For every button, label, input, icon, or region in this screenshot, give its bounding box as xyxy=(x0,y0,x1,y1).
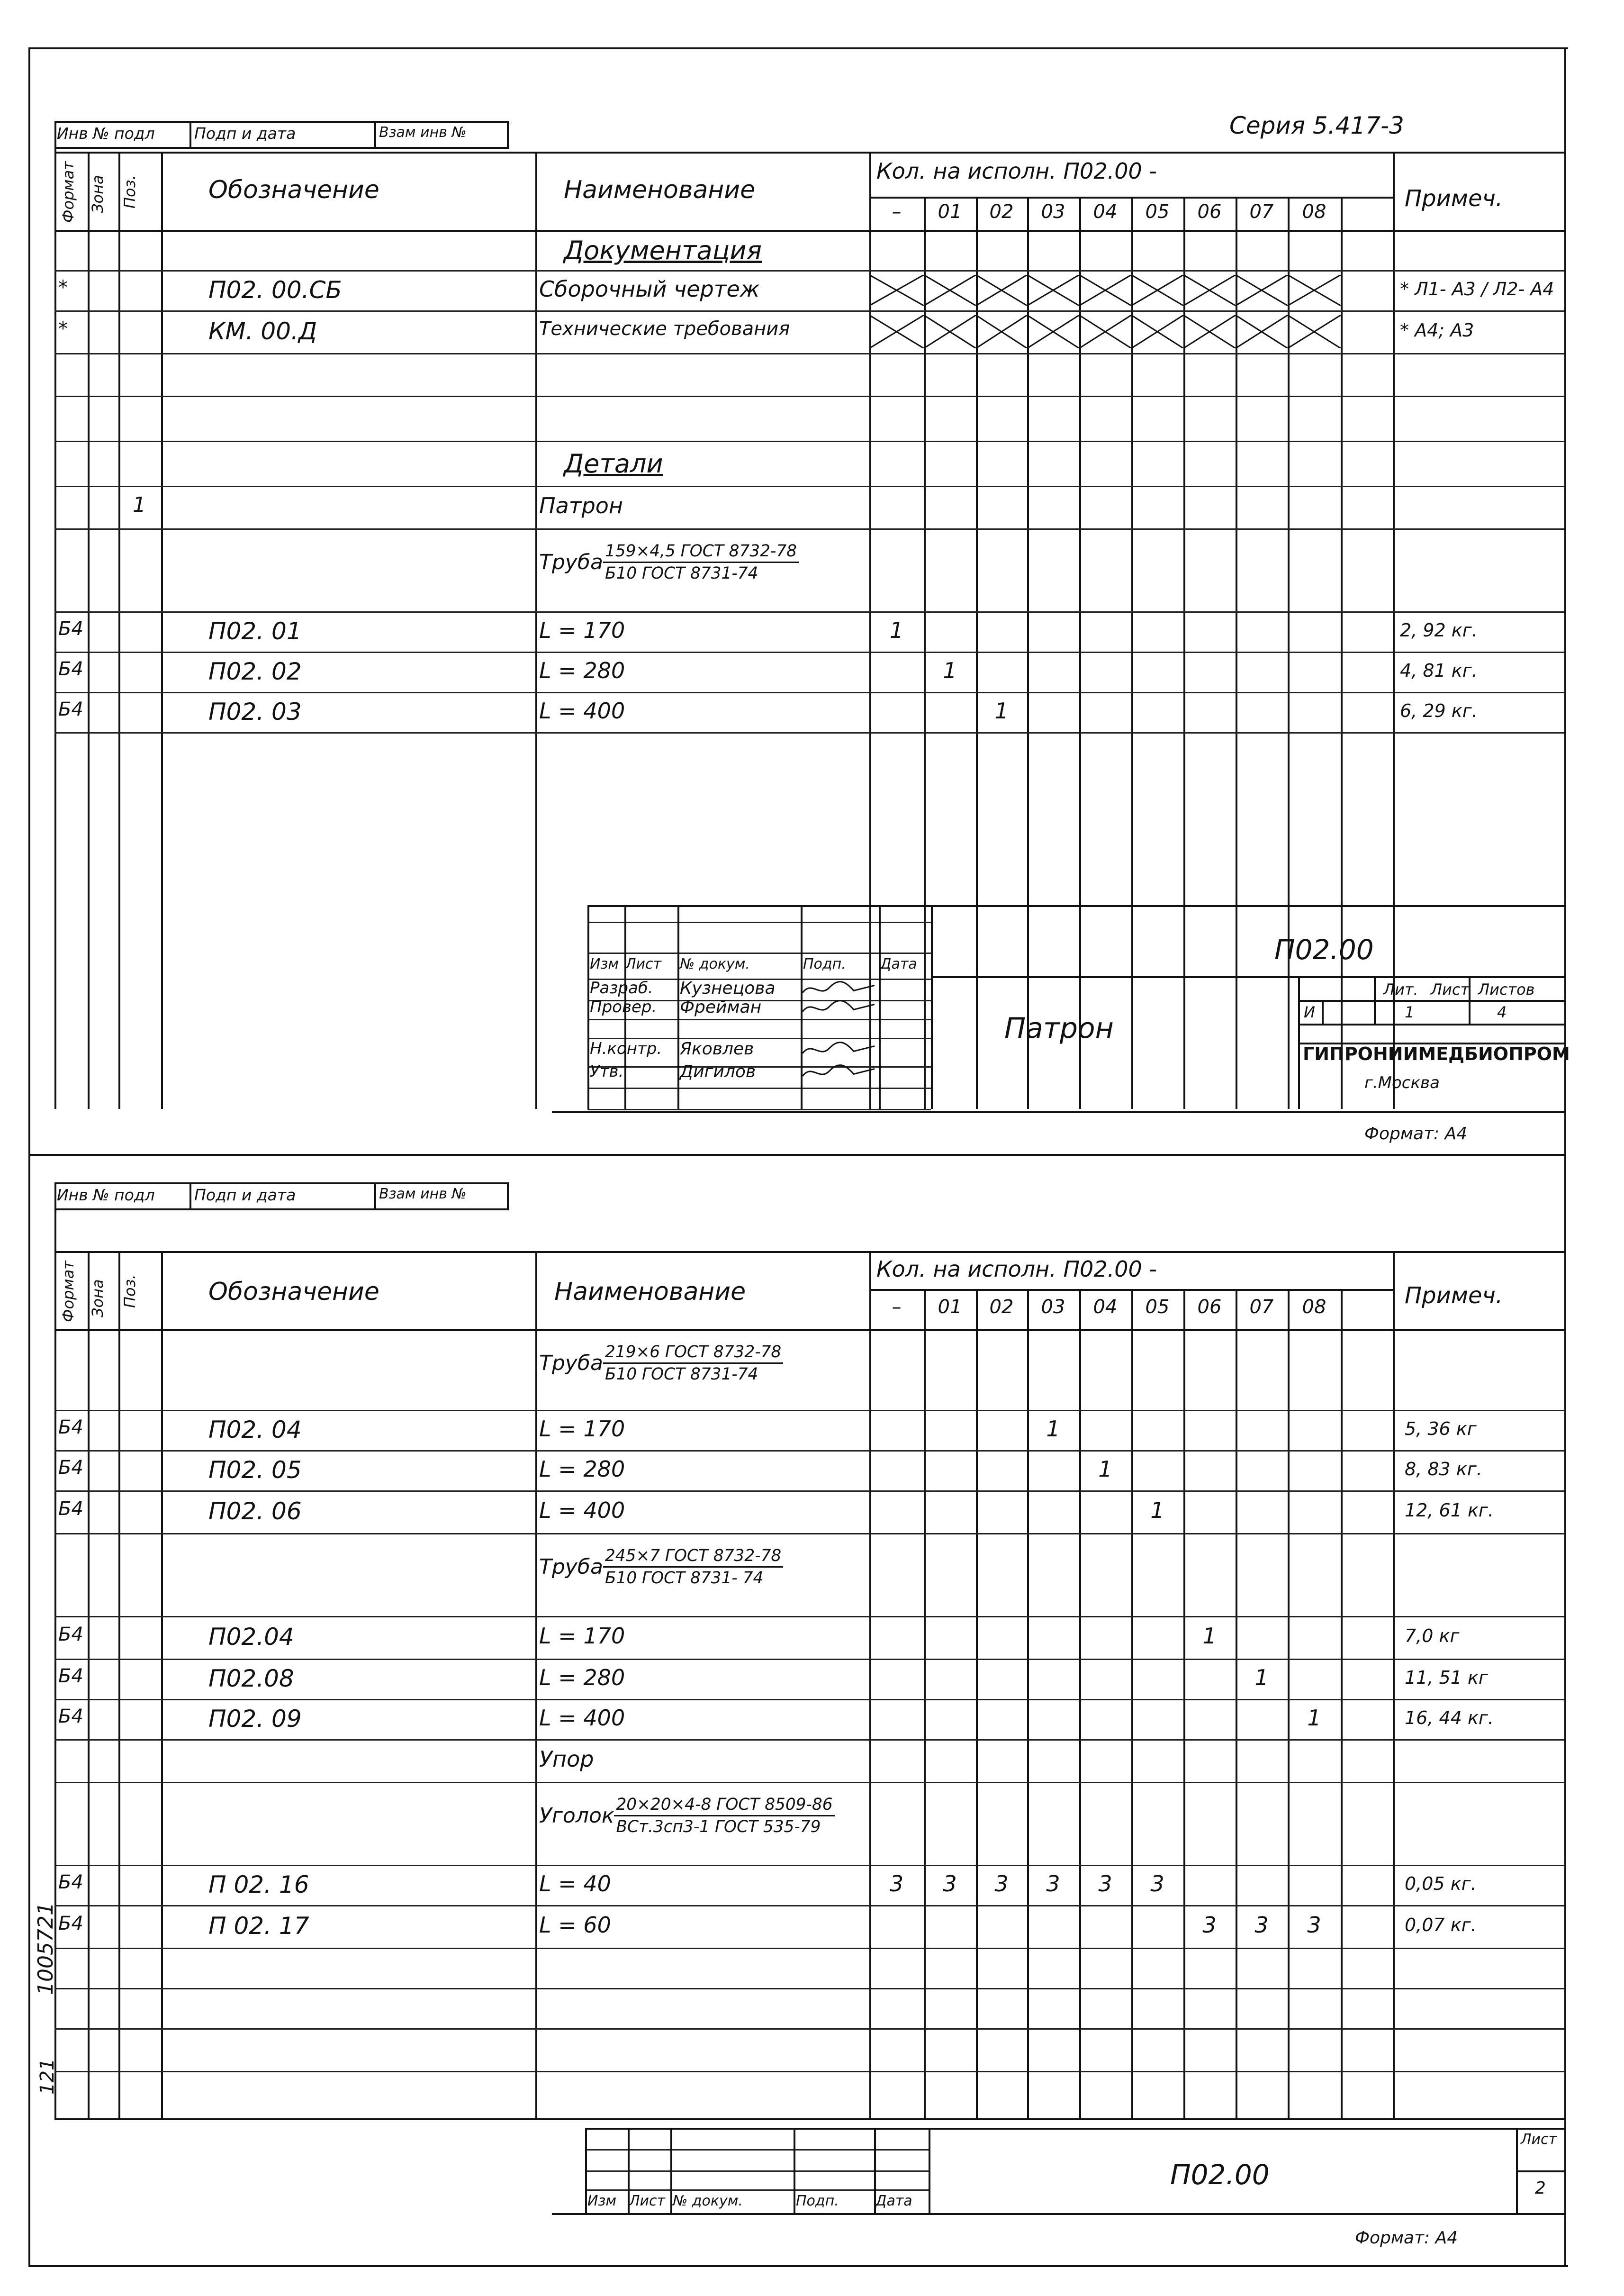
fraction-denominator: Б10 ГОСТ 8731- 74 xyxy=(604,1569,764,1588)
left-stamp: 1005721 xyxy=(34,1902,58,1995)
rule-line xyxy=(1341,1289,1343,2118)
rule-line xyxy=(587,905,589,1109)
crossed-cell xyxy=(869,275,924,306)
rule-line xyxy=(1298,976,1300,1109)
row2-oboz: П02. 06 xyxy=(208,1497,302,1525)
fraction-prefix: Труба xyxy=(539,1351,603,1375)
hdr-kol: Кол. на исполн. П02.00 - xyxy=(876,158,1157,184)
hdr-format: Формат xyxy=(59,161,77,223)
row2-format: Б4 xyxy=(58,1665,83,1687)
crossed-cell xyxy=(1027,275,1079,306)
tb2-sheet: 2 xyxy=(1535,2178,1546,2198)
row2-qty: 3 xyxy=(1046,1870,1060,1897)
fraction-stack xyxy=(603,1343,783,1384)
tb1-hdr-4: Дата xyxy=(880,956,917,972)
row2-oboz: П02.08 xyxy=(208,1664,294,1692)
fraction-numerator: 219×6 ГОСТ 8732-78 xyxy=(603,1343,783,1364)
tb1-person: Дигилов xyxy=(680,1062,756,1081)
tb1-role: Н.контр. xyxy=(590,1039,662,1058)
fraction-prefix: Труба xyxy=(539,1555,603,1579)
row2-oboz: П 02. 16 xyxy=(208,1870,309,1898)
fraction-numerator: 245×7 ГОСТ 8732-78 xyxy=(603,1546,783,1568)
row2-prim: 0,05 кг. xyxy=(1405,1873,1477,1894)
sheet2-row-line xyxy=(54,1490,1564,1492)
row-oboz: П02. 02 xyxy=(208,657,302,685)
sheet2-table-bottom xyxy=(54,2118,1564,2120)
tb1-sheets: 4 xyxy=(1497,1003,1507,1021)
row2-prim: 11, 51 кг xyxy=(1405,1667,1488,1688)
rule-line xyxy=(1183,1289,1185,2118)
hdr2-col-7: 07 xyxy=(1249,1296,1274,1318)
row2-prim: 7,0 кг xyxy=(1405,1625,1460,1646)
row2-format: Б4 xyxy=(58,1624,83,1645)
side-box-top xyxy=(54,121,509,123)
row2-oboz: П02.04 xyxy=(208,1623,294,1651)
row2-prim: 0,07 кг. xyxy=(1405,1915,1477,1935)
sheet1-row-line xyxy=(54,528,1564,530)
hdr2-col-0: – xyxy=(892,1296,902,1318)
tb1-person: Кузнецова xyxy=(680,979,776,998)
hdr2-poz: Поз. xyxy=(121,1274,139,1308)
section-heading: Детали xyxy=(564,448,663,479)
tb2-sheet-label: Лист xyxy=(1521,2131,1557,2148)
crossed-cell xyxy=(1131,315,1183,348)
hdr2-col-4: 04 xyxy=(1093,1296,1118,1318)
page-border-top xyxy=(28,47,1568,49)
row-prim: * А4; А3 xyxy=(1400,320,1474,341)
sheet-divider xyxy=(28,1154,1564,1156)
crossed-cell xyxy=(1236,315,1288,348)
tb1-city: г.Москва xyxy=(1364,1073,1440,1092)
tb1-sheet: 1 xyxy=(1405,1003,1415,1021)
row-oboz: П02. 01 xyxy=(208,617,302,645)
fraction-denominator: ВСт.3сп3-1 ГОСТ 535-79 xyxy=(616,1817,821,1836)
rule-line xyxy=(931,905,933,1109)
rule-line xyxy=(374,121,376,147)
row2-naim: L = 170 xyxy=(539,1416,625,1442)
row-qty: 1 xyxy=(943,657,957,683)
rule-line xyxy=(1027,1289,1029,2118)
tb1-sheets-label: Листов xyxy=(1478,980,1535,998)
rule-line xyxy=(976,1289,978,2118)
hdr-oboz: Обозначение xyxy=(208,176,379,204)
rule-line xyxy=(88,152,90,1109)
tb1-designation: П02.00 xyxy=(1274,934,1374,966)
row2-qty: 3 xyxy=(1202,1912,1217,1938)
sheet2-row-line xyxy=(54,1782,1564,1783)
sheet2-empty-row xyxy=(54,1988,1564,1989)
hdr-zona: Зона xyxy=(89,175,107,213)
tb2-hdr-2: № докум. xyxy=(673,2193,743,2209)
sheet1-row-line xyxy=(54,270,1564,272)
fraction-stack xyxy=(603,542,799,583)
crossed-cell xyxy=(1027,315,1079,348)
sheet2-row-line xyxy=(54,1533,1564,1534)
tb1-signature xyxy=(801,978,876,999)
tb1-hdr-3: Подп. xyxy=(803,956,846,972)
hdr2-col-8: 08 xyxy=(1302,1296,1326,1318)
rule-line xyxy=(924,1289,926,2118)
hdr-col-7: 07 xyxy=(1249,201,1274,223)
crossed-cell xyxy=(1183,275,1236,306)
rule-line xyxy=(670,2128,672,2213)
crossed-cell xyxy=(924,275,976,306)
rule-line xyxy=(189,121,191,147)
rule-line xyxy=(929,2128,930,2213)
tb1-signature xyxy=(801,1062,876,1082)
row-prim: 6, 29 кг. xyxy=(1400,700,1478,721)
tb2-hdr-0: Изм xyxy=(587,2193,617,2209)
tb1-row-line xyxy=(587,1109,931,1110)
tb2-designation: П02.00 xyxy=(1170,2159,1270,2191)
label-podp-data: Подп и дата xyxy=(194,124,296,143)
rule-line xyxy=(1236,1289,1237,2118)
row2-prim: 12, 61 кг. xyxy=(1405,1500,1494,1521)
rule-line xyxy=(677,905,679,1109)
row-prim: 2, 92 кг. xyxy=(1400,619,1478,641)
sheet2-row-line xyxy=(54,1699,1564,1700)
tb1-hdr-2: № докум. xyxy=(680,956,750,972)
hdr-col-6: 06 xyxy=(1197,201,1222,223)
rule-line xyxy=(1374,976,1376,1024)
crossed-cell xyxy=(1288,275,1341,306)
hdr2-col-1: 01 xyxy=(938,1296,962,1318)
tb2-hdr-3: Подп. xyxy=(796,2193,839,2209)
tb2-row2 xyxy=(585,2170,929,2172)
rule-line xyxy=(1131,1289,1133,2118)
hdr-col-2: 02 xyxy=(989,201,1014,223)
sheet2-empty-row xyxy=(54,2071,1564,2072)
hdr2-zona: Зона xyxy=(89,1279,107,1317)
label2-vzam-inv: Взам инв № xyxy=(379,1186,467,1202)
crossed-cell xyxy=(869,315,924,348)
fraction-numerator: 159×4,5 ГОСТ 8732-78 xyxy=(603,542,799,563)
rule-line xyxy=(1322,1000,1324,1024)
row2-qty: 1 xyxy=(1307,1705,1321,1731)
tb2-sheet-line xyxy=(1516,2170,1564,2172)
side-box-mid xyxy=(54,147,509,149)
tb1-hdr-1: Лист xyxy=(625,956,662,972)
tb2-top xyxy=(585,2128,1564,2130)
rule-line xyxy=(507,1182,509,1208)
rule-line xyxy=(1288,1289,1290,2118)
row2-format: Б4 xyxy=(58,1416,83,1438)
tb1-org: ГИПРОНИИМЕДБИОПРОМ xyxy=(1303,1044,1570,1064)
row2-naim: L = 60 xyxy=(539,1912,611,1938)
sheet2-format-note: Формат: А4 xyxy=(1355,2228,1458,2248)
side2-box-mid xyxy=(54,1208,509,1210)
tb1-lit: И xyxy=(1304,1003,1315,1021)
tb2-hdr-4: Дата xyxy=(875,2193,912,2209)
crossed-cell xyxy=(976,315,1027,348)
label-inv-podl: Инв № подл xyxy=(57,124,155,143)
hdr-poz: Поз. xyxy=(121,175,139,209)
row2-format: Б4 xyxy=(58,1456,83,1479)
hdr2-col-6: 06 xyxy=(1197,1296,1222,1318)
row2-naim: L = 280 xyxy=(539,1456,625,1482)
row-prim: 4, 81 кг. xyxy=(1400,660,1478,681)
label2-inv-podl: Инв № подл xyxy=(57,1186,155,1204)
row-format: * xyxy=(58,318,68,340)
row2-qty: 1 xyxy=(1202,1623,1217,1649)
sheet2-empty-row xyxy=(54,2028,1564,2030)
row-naim: L = 170 xyxy=(539,617,625,643)
rule-line xyxy=(1079,1289,1081,2118)
sheet2-row-line xyxy=(54,1948,1564,1949)
tb2-row xyxy=(585,2149,929,2151)
crossed-cell xyxy=(976,275,1027,306)
row2-prim: 8, 83 кг. xyxy=(1405,1458,1482,1479)
hdr2-naim: Наименование xyxy=(554,1278,746,1306)
pipe2-spec xyxy=(539,1343,783,1384)
sheet2-row-line xyxy=(54,1739,1564,1741)
crossed-cell xyxy=(1236,275,1288,306)
rule-line xyxy=(585,2128,587,2213)
tb1-role: Разраб. xyxy=(590,979,653,998)
sheet1-format-note: Формат: А4 xyxy=(1364,1124,1468,1143)
row2-naim: L = 400 xyxy=(539,1705,625,1731)
side2-box-top xyxy=(54,1182,509,1184)
hdr-naim: Наименование xyxy=(564,176,756,204)
sheet1-row-line xyxy=(54,310,1564,312)
hdr-col-8: 08 xyxy=(1302,201,1326,223)
series-label: Серия 5.417-3 xyxy=(1229,112,1404,139)
tb1-person: Фрейман xyxy=(680,998,762,1017)
rule-line xyxy=(507,121,509,147)
hdr2-kol: Кол. на исполн. П02.00 - xyxy=(876,1256,1157,1282)
tb1-signature xyxy=(801,1039,876,1060)
rule-line xyxy=(535,152,537,1109)
crossed-cell xyxy=(1288,315,1341,348)
sheet2-row-line xyxy=(54,1450,1564,1452)
hdr-col-4: 04 xyxy=(1093,201,1118,223)
tb1-sheet-label: Лист xyxy=(1431,980,1470,998)
crossed-cell xyxy=(924,315,976,348)
row-format: Б4 xyxy=(58,617,83,640)
fraction-numerator: 20×20×4-8 ГОСТ 8509-86 xyxy=(614,1795,834,1816)
row2-qty: 1 xyxy=(1098,1456,1112,1482)
row-oboz: П02. 00.СБ xyxy=(208,276,342,304)
sheet1-row-line xyxy=(54,353,1564,354)
page-border-right xyxy=(1564,47,1566,2265)
rule-line xyxy=(1393,152,1395,1109)
row-format: Б4 xyxy=(58,698,83,720)
fraction-prefix: Труба xyxy=(539,550,603,574)
pipe-spec xyxy=(539,542,799,583)
tb1-lit-line xyxy=(1298,1000,1564,1002)
rule-line xyxy=(794,2128,795,2213)
row2-qty: 3 xyxy=(1150,1870,1164,1897)
row2-qty: 1 xyxy=(1150,1497,1164,1523)
tb2-row3 xyxy=(585,2189,929,2191)
sheet1-row-line xyxy=(54,652,1564,653)
row2-format: Б4 xyxy=(58,1498,83,1520)
rule-line xyxy=(54,121,56,152)
fraction-stack xyxy=(614,1795,834,1836)
hdr-col-3: 03 xyxy=(1041,201,1065,223)
row-naim: Технические требования xyxy=(539,318,790,340)
crossed-cell xyxy=(1079,275,1131,306)
sheet1-table-top xyxy=(54,152,1564,154)
fraction-prefix: Уголок xyxy=(539,1804,614,1828)
rule-line xyxy=(54,152,56,1109)
fraction-denominator: Б10 ГОСТ 8731-74 xyxy=(604,1365,758,1384)
hdr2-col-3: 03 xyxy=(1041,1296,1065,1318)
sheet1-row-line xyxy=(54,396,1564,397)
row-naim: L = 400 xyxy=(539,698,625,724)
tb1-role: Провер. xyxy=(590,998,657,1016)
row2-qty: 3 xyxy=(1098,1870,1112,1897)
row-pos: 1 xyxy=(133,493,146,517)
crossed-cell xyxy=(1131,275,1183,306)
rule-line xyxy=(879,905,881,1109)
sheet2-row-line xyxy=(54,1410,1564,1411)
rule-line xyxy=(189,1182,191,1208)
tb1-top xyxy=(587,905,1564,907)
tb1-hdr-0: Изм xyxy=(590,956,619,972)
sheet2-bottom xyxy=(552,2213,1564,2215)
hdr-col-5: 05 xyxy=(1145,201,1170,223)
hdr2-col-2: 02 xyxy=(989,1296,1014,1318)
left-stamp-2: 121 xyxy=(36,2058,58,2095)
row2-naim: L = 400 xyxy=(539,1497,625,1523)
row2-oboz: П02. 04 xyxy=(208,1416,302,1443)
row2-naim: Упор xyxy=(539,1746,594,1772)
hdr-col-0: – xyxy=(892,201,902,223)
sheet2-table-top xyxy=(54,1251,1564,1253)
sheet1-row-line xyxy=(54,441,1564,442)
row2-qty: 1 xyxy=(1254,1664,1269,1690)
sheet2-row-line xyxy=(54,1865,1564,1866)
row2-qty: 3 xyxy=(889,1870,904,1897)
hdr2-col-5: 05 xyxy=(1145,1296,1170,1318)
row2-oboz: П 02. 17 xyxy=(208,1912,309,1940)
row-prim: * Л1- А3 / Л2- А4 xyxy=(1400,278,1554,299)
pipe2-spec xyxy=(539,1795,835,1836)
rule-line xyxy=(1341,1000,1343,1024)
page-border-bottom xyxy=(28,2265,1568,2267)
sheet1-row-line xyxy=(54,611,1564,613)
row2-oboz: П02. 09 xyxy=(208,1705,302,1733)
pipe2-spec xyxy=(539,1546,783,1588)
sheet1-row-line xyxy=(54,692,1564,693)
rule-line xyxy=(374,1182,376,1208)
row2-qty: 3 xyxy=(1254,1912,1269,1938)
rule-line xyxy=(54,1182,56,1251)
row-qty: 1 xyxy=(994,698,1009,724)
tb1-name: Патрон xyxy=(1004,1012,1114,1045)
tb2-hdr-1: Лист xyxy=(629,2193,666,2209)
rule-line xyxy=(161,152,163,1109)
label-vzam-inv: Взам инв № xyxy=(379,124,467,141)
sheet1-header-bottom xyxy=(54,230,1564,232)
row2-format: Б4 xyxy=(58,1913,83,1934)
row-naim: Сборочный чертеж xyxy=(539,276,760,302)
fraction-denominator: Б10 ГОСТ 8731-74 xyxy=(604,564,758,583)
tb1-role: Утв. xyxy=(590,1062,624,1081)
row-qty: 1 xyxy=(889,617,904,643)
crossed-cell xyxy=(1183,315,1236,348)
row-format: * xyxy=(58,276,68,299)
fraction-stack xyxy=(603,1546,783,1588)
hdr2-oboz: Обозначение xyxy=(208,1278,379,1306)
sheet1-row-line xyxy=(54,732,1564,734)
hdr-col-1: 01 xyxy=(938,201,962,223)
sheet1-bottom xyxy=(552,1111,1564,1113)
row-format: Б4 xyxy=(58,658,83,680)
row2-qty: 1 xyxy=(1046,1416,1060,1442)
section-heading: Документация xyxy=(564,235,762,265)
crossed-cell xyxy=(1079,315,1131,348)
tb1-lit-line2 xyxy=(1298,1024,1564,1025)
row-naim: Патрон xyxy=(539,493,623,518)
hdr2-format: Формат xyxy=(59,1261,77,1322)
row-naim: L = 280 xyxy=(539,657,625,683)
sheet2-row-line xyxy=(54,1659,1564,1660)
tb1-lit-label: Лит. xyxy=(1383,980,1418,998)
tb1-person: Яковлев xyxy=(680,1039,754,1059)
row2-naim: L = 280 xyxy=(539,1664,625,1690)
label2-podp-data: Подп и дата xyxy=(194,1186,296,1204)
sheet2-header-bottom xyxy=(54,1329,1564,1331)
row2-format: Б4 xyxy=(58,1871,83,1893)
hdr2-prim: Примеч. xyxy=(1405,1282,1503,1309)
sheet2-row-line xyxy=(54,1616,1564,1617)
row2-naim: L = 170 xyxy=(539,1623,625,1649)
row2-qty: 3 xyxy=(1307,1912,1321,1938)
row2-oboz: П02. 05 xyxy=(208,1456,302,1484)
row2-qty: 3 xyxy=(943,1870,957,1897)
sheet2-row-line xyxy=(54,1905,1564,1906)
rule-line xyxy=(118,152,120,1109)
row2-naim: L = 40 xyxy=(539,1870,611,1897)
row2-format: Б4 xyxy=(58,1705,83,1727)
row-oboz: КМ. 00.Д xyxy=(208,318,317,345)
row2-prim: 16, 44 кг. xyxy=(1405,1707,1494,1728)
row-oboz: П02. 03 xyxy=(208,698,302,726)
tb1-signature xyxy=(801,997,876,1018)
page-border-left xyxy=(28,47,30,2265)
row2-qty: 3 xyxy=(994,1870,1009,1897)
row2-prim: 5, 36 кг xyxy=(1405,1418,1477,1439)
hdr-prim: Примеч. xyxy=(1405,185,1503,212)
sheet1-row-line xyxy=(54,486,1564,487)
